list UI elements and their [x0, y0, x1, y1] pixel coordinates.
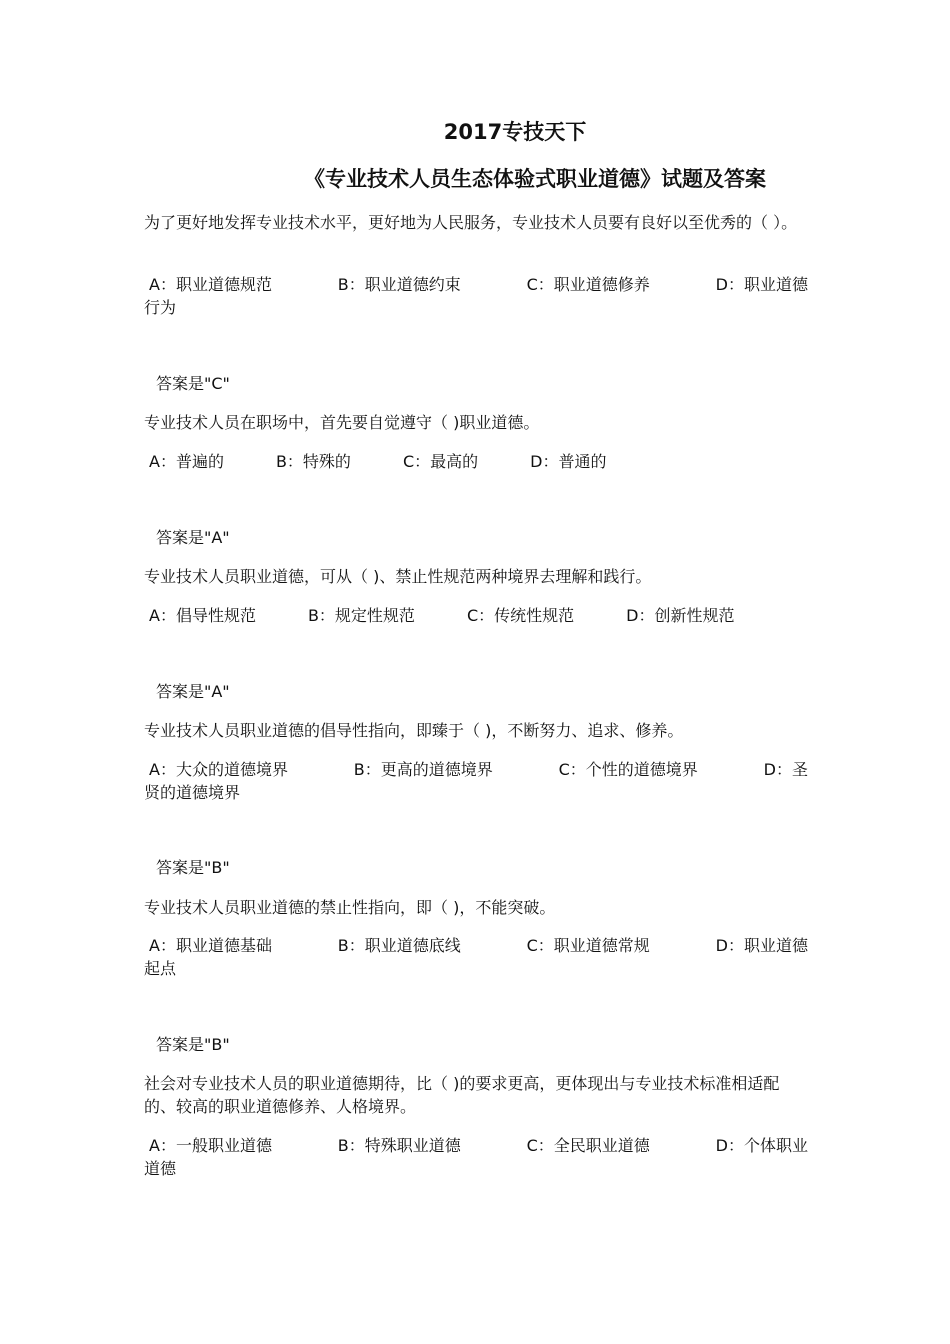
option-b: B：更高的道德境界 — [353, 760, 493, 779]
option-b: B：特殊职业道德 — [337, 1136, 461, 1155]
question-options — [144, 758, 808, 804]
option-a: A：倡导性规范 — [149, 606, 256, 625]
option-continuation: 行为 — [144, 298, 177, 317]
question-stem: 专业技术人员在职场中，首先要自觉遵守（ )职业道德。 — [144, 413, 540, 432]
option-b: B：特殊的 — [275, 452, 351, 471]
question-options — [144, 1134, 808, 1180]
answer-text: 答案是"A" — [156, 682, 230, 701]
question-stem: 为了更好地发挥专业技术水平，更好地为人民服务，专业技术人员要有良好以至优秀的（ ）。 — [144, 213, 798, 232]
question-options — [144, 450, 808, 473]
option-b: B：职业道德底线 — [337, 936, 461, 955]
question-options — [144, 273, 808, 319]
option-d: D：职业道德 — [715, 936, 808, 955]
question-stem: 专业技术人员职业道德，可从（ )、禁止性规范两种境界去理解和践行。 — [144, 567, 652, 586]
option-d: D：个体职业 — [715, 1136, 808, 1155]
option-c: C：职业道德修养 — [526, 275, 650, 294]
option-c: C：全民职业道德 — [526, 1136, 650, 1155]
option-c: C：职业道德常规 — [526, 936, 650, 955]
option-a: A：一般职业道德 — [149, 1136, 272, 1155]
option-d: D：普通的 — [530, 452, 607, 471]
question-stem: 社会对专业技术人员的职业道德期待，比（ )的要求更高，更体现出与专业技术标准相适配的、较高的职业道德修养、人格境界。 — [144, 1074, 780, 1116]
question-stem: 专业技术人员职业道德的倡导性指向，即臻于（ )，不断努力、追求、修养。 — [144, 721, 684, 740]
option-b: B：规定性规范 — [307, 606, 415, 625]
option-a: A：职业道德基础 — [149, 936, 272, 955]
option-a: A：普遍的 — [149, 452, 224, 471]
answer-text: 答案是"A" — [156, 528, 230, 547]
option-continuation: 道德 — [144, 1159, 177, 1178]
option-c: C：最高的 — [402, 452, 479, 471]
question-stem: 专业技术人员职业道德的禁止性指向，即（ )，不能突破。 — [144, 898, 556, 917]
option-c: C：传统性规范 — [466, 606, 575, 625]
answer-text: 答案是"B" — [156, 1035, 230, 1054]
document-title: 《专业技术人员生态体验式职业道德》试题及答案 — [304, 167, 766, 191]
option-d: D：创新性规范 — [626, 606, 735, 625]
answer-text: 答案是"B" — [156, 858, 230, 877]
option-b: B：职业道德约束 — [337, 275, 461, 294]
option-a: A：大众的道德境界 — [149, 760, 288, 779]
option-d: D：职业道德 — [715, 275, 808, 294]
option-d: D：圣 — [763, 760, 808, 779]
document-title-year: 2017专技天下 — [443, 120, 587, 144]
option-continuation: 起点 — [144, 959, 177, 978]
question-options — [144, 604, 808, 627]
option-continuation: 贤的道德境界 — [144, 783, 241, 802]
option-a: A：职业道德规范 — [149, 275, 272, 294]
answer-text: 答案是"C" — [156, 374, 230, 393]
option-c: C：个性的道德境界 — [558, 760, 698, 779]
question-options — [144, 934, 808, 980]
